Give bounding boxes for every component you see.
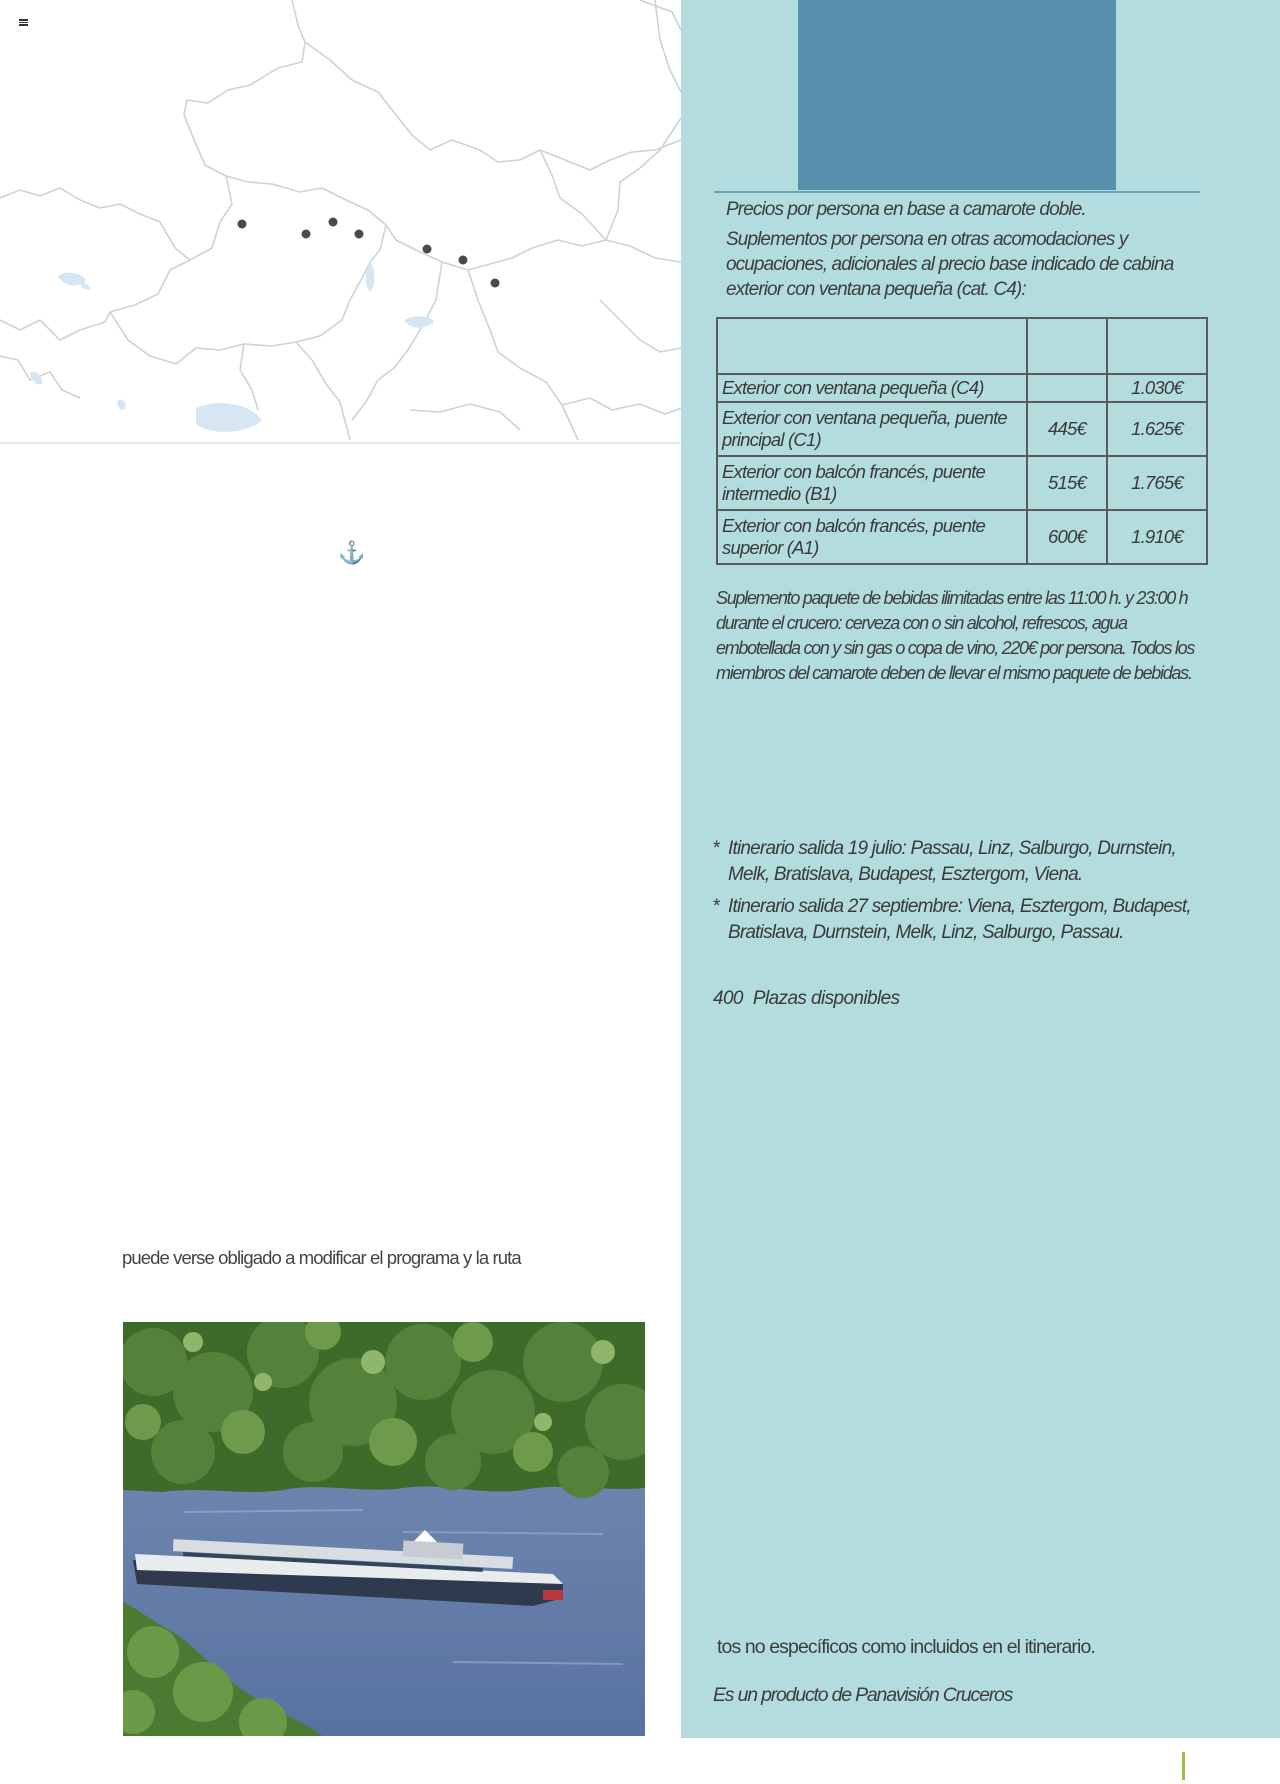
itinerary-footnote: tos no específicos como incluidos en el itinerario.	[717, 1636, 1095, 1658]
supplement-cell	[1027, 374, 1107, 402]
price-table	[716, 317, 1208, 565]
route-change-note: puede verse obligado a modificar el programa y la ruta	[122, 1247, 521, 1268]
price-intro	[726, 197, 1196, 307]
route-map	[0, 0, 681, 444]
supplement-cell: 600€	[1027, 510, 1107, 564]
places-label: Plazas disponibles	[752, 988, 900, 1009]
supplement-cell: 515€	[1027, 456, 1107, 510]
cabin-cell: Exterior con balcón francés, puente superior (A1)	[717, 510, 1027, 564]
table-row	[717, 456, 1207, 510]
product-credit: Es un producto de Panavisión Cruceros	[713, 1684, 1013, 1706]
cabin-cell: Exterior con ventana pequeña, puente principal (C1)	[717, 402, 1027, 456]
available-places	[713, 988, 899, 1010]
river-cruise-ship-photo	[123, 1322, 645, 1736]
table-header-cell	[717, 318, 1027, 374]
price-cell: 1.765€	[1107, 456, 1207, 510]
places-count: 400	[713, 988, 743, 1009]
page-marker	[1182, 1752, 1185, 1780]
cabin-cell: Exterior con balcón francés, puente intermedio (B1)	[717, 456, 1027, 510]
table-row	[717, 402, 1207, 456]
drinks-package-note: Suplemento paquete de bebidas ilimitadas entre las 11:00 h. y 23:00 h durante el crucero: cerveza con o sin alcohol, refrescos, agua embotellada con y sin gas o copa de vino, 220€ por persona. Todos los miembros del camarote deben de llevar el mismo paquete de bebidas.	[716, 588, 1195, 683]
anchor-icon: ⚓	[338, 540, 366, 565]
supplements-text: Suplementos por persona en otras acomodaciones y ocupaciones, adicionales al precio base indicado de cabina exterior con ventana pequeña (cat. C4):	[726, 229, 1174, 300]
price-cell: 1.625€	[1107, 402, 1207, 456]
table-header-cell	[1027, 318, 1107, 374]
price-cell: 1.030€	[1107, 374, 1207, 402]
list-item: * Itinerario salida 19 julio: Passau, Linz, Salburgo, Durnstein, Melk, Bratislava, Budapest, Esztergom, Viena.	[713, 836, 1213, 888]
supplement-cell: 445€	[1027, 402, 1107, 456]
header-block	[798, 0, 1116, 190]
map-graphic	[0, 0, 681, 440]
menu-icon[interactable]	[19, 19, 28, 26]
price-basis-text: Precios por persona en base a camarote doble.	[726, 199, 1086, 220]
list-item: * Itinerario salida 27 septiembre: Viena, Esztergom, Budapest, Bratislava, Durnstein, Melk, Linz, Salburgo, Passau.	[713, 894, 1213, 946]
cabin-cell: Exterior con ventana pequeña (C4)	[717, 374, 1027, 402]
price-cell: 1.910€	[1107, 510, 1207, 564]
table-header-cell	[1107, 318, 1207, 374]
table-row	[717, 510, 1207, 564]
table-row	[717, 374, 1207, 402]
table-header-row	[717, 318, 1207, 374]
header-rule	[714, 191, 1200, 193]
itinerary-list	[713, 836, 1213, 952]
